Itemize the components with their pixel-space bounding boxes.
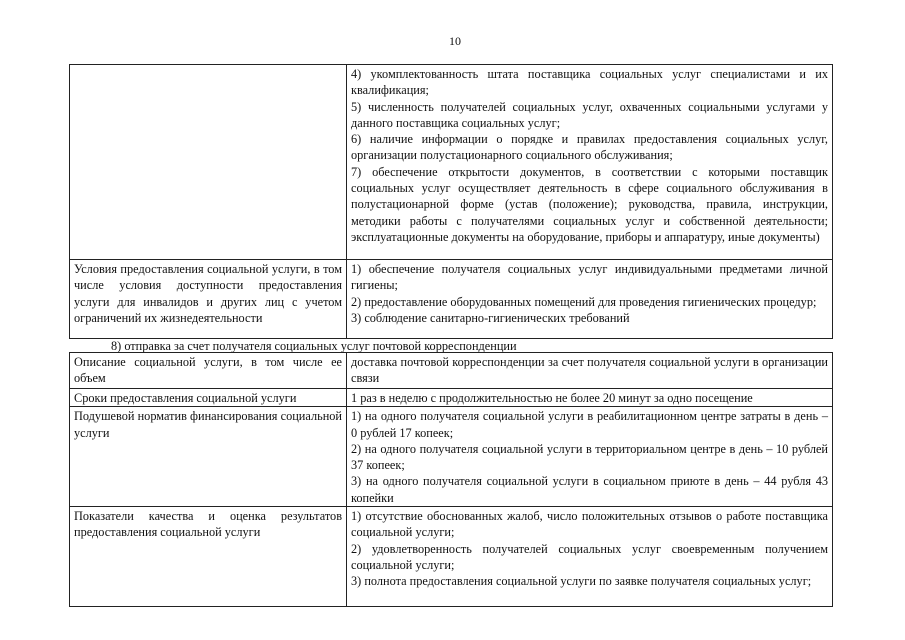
list-item: 7) обеспечение открытости документов, в соответствии с которыми поставщик социальных услуг осуществляет деятельность в сфере социального обслуживания в полустационарной форме (устав (положение); руководства, правила, инструкции, методики работы с получателями социальных услуг и собственной деятельности; эксплуатационные документы на оборудование, приборы и аппаратуру, иные документы)	[351, 164, 828, 244]
list-item: 6) наличие информации о порядке и правилах предоставления социальных услуг, организации полустационарного социального обслуживания;	[351, 132, 828, 163]
services-table-continued	[69, 64, 833, 339]
table-cell-right	[347, 260, 833, 339]
table-row	[70, 353, 833, 389]
cell-text: доставка почтовой корреспонденции за счет получателя социальной услуги в организации связи	[351, 355, 828, 386]
list-item: 1) отсутствие обоснованных жалоб, число положительных отзывов о работе поставщика социальной услуги;	[351, 509, 828, 540]
table-cell-left	[70, 353, 347, 389]
list-item: 5) численность получателей социальных услуг, охваченных социальными услугами у данного поставщика социальных услуг;	[351, 99, 828, 130]
table-row	[70, 407, 833, 507]
list-item: 3) на одного получателя социальной услуги в социальном приюте в день – 44 рубля 43 копейки	[351, 474, 828, 505]
table-cell-left	[70, 389, 347, 407]
list-item: 2) на одного получателя социальной услуги в территориальном центре в день – 10 рублей 37 копеек;	[351, 441, 828, 473]
table-cell-left	[70, 407, 347, 507]
row-label: Показатели качества и оценка результатов предоставления социальной услуги	[74, 509, 342, 540]
row-label: Условия предоставления социальной услуги, в том числе условия доступности предоставления услуги для инвалидов и других лиц с учетом ограничений их жизнедеятельности	[74, 262, 342, 325]
table-cell-left	[70, 260, 347, 339]
list-item: 1) на одного получателя социальной услуги в реабилитационном центре затраты в день – 0 рублей 17 копеек;	[351, 409, 828, 440]
table-cell-right	[347, 507, 833, 607]
table-cell-right	[347, 407, 833, 507]
list-item: 3) соблюдение санитарно-гигиенических требований	[351, 310, 630, 325]
table-row	[70, 65, 833, 260]
table-cell-left	[70, 507, 347, 607]
page-number: 10	[449, 34, 461, 48]
table-cell-left	[70, 65, 347, 260]
list-item: 2) предоставление оборудованных помещений для проведения гигиенических процедур;	[351, 294, 817, 309]
list-item: 1) обеспечение получателя социальных услуг индивидуальными предметами личной гигиены;	[351, 262, 828, 293]
row-label: Описание социальной услуги, в том числе ее объем	[74, 355, 342, 386]
services-table-postal	[69, 352, 833, 607]
table-row	[70, 389, 833, 407]
list-item: 3) полнота предоставления социальной услуги по заявке получателя социальных услуг;	[351, 574, 812, 589]
table-cell-right	[347, 353, 833, 389]
list-item: 4) укомплектованность штата поставщика социальных услуг специалистами и их квалификация;	[351, 67, 828, 98]
row-label: Подушевой норматив финансирования социальной услуги	[74, 409, 342, 440]
list-item: 2) удовлетворенность получателей социальных услуг своевременным получением социальной услуги;	[351, 541, 828, 572]
cell-text: 1 раз в неделю с продолжительностью не более 20 минут за одно посещение	[351, 391, 753, 405]
table-cell-right	[347, 65, 833, 260]
table-cell-right	[347, 389, 833, 407]
table-row	[70, 260, 833, 339]
section-heading: 8) отправка за счет получателя социальных услуг почтовой корреспонденции	[111, 339, 517, 353]
row-label: Сроки предоставления социальной услуги	[74, 391, 297, 405]
table-row	[70, 507, 833, 607]
